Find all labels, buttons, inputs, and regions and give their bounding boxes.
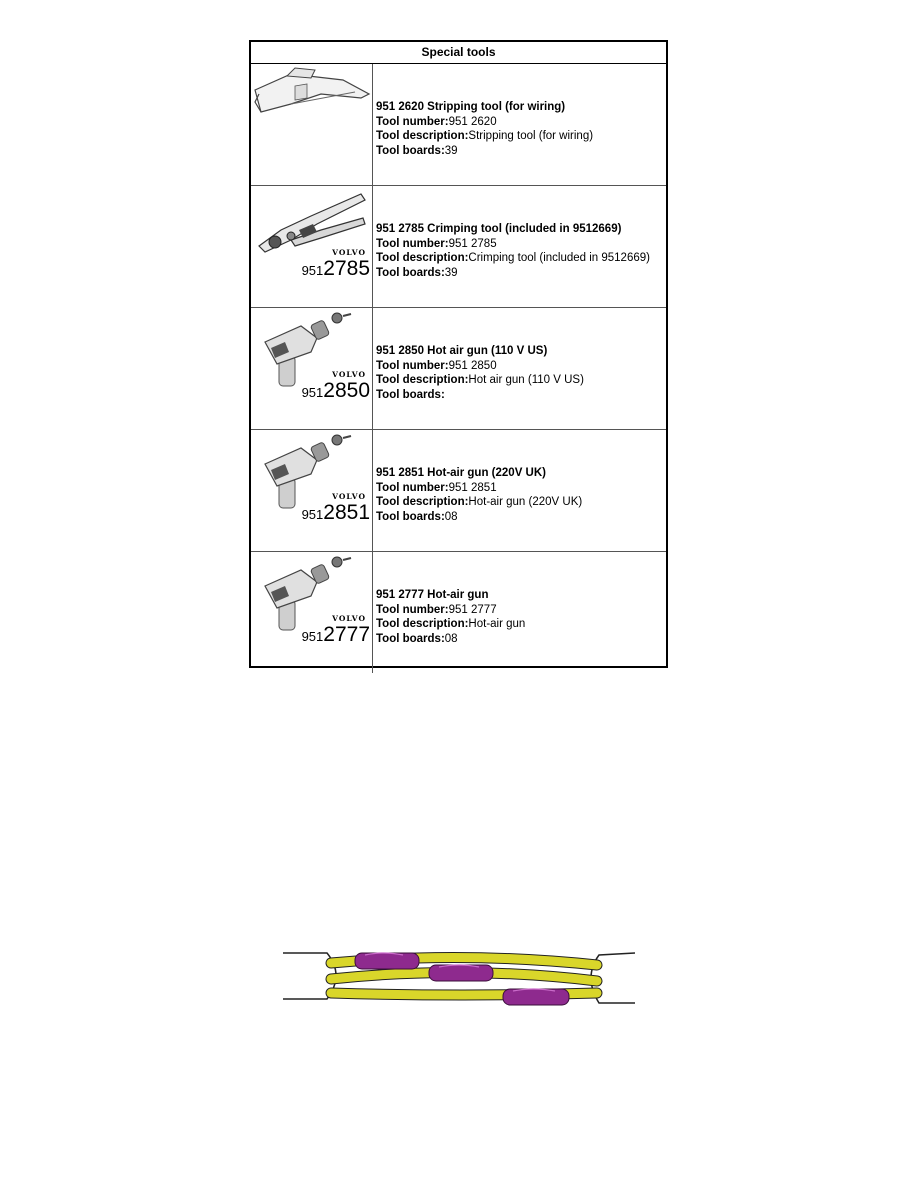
tool-boards-label: Tool boards: (376, 144, 445, 157)
tool-description-value: Hot-air gun (220V UK) (468, 496, 583, 509)
badge-brand: VOLVO (332, 614, 366, 623)
tool-image (251, 64, 373, 185)
badge-brand: VOLVO (332, 370, 366, 379)
volvo-badge (302, 370, 370, 403)
hot-air-gun-icon (251, 308, 373, 429)
tool-description-value: Stripping tool (for wiring) (468, 130, 594, 143)
hot-air-gun-icon (251, 552, 373, 673)
tool-boards-label: Tool boards: (376, 510, 445, 523)
volvo-badge (302, 492, 370, 525)
wire-splice-icon (283, 895, 635, 1075)
tool-image (251, 430, 373, 551)
badge-prefix: 951 (301, 263, 324, 278)
tool-image (251, 308, 373, 429)
tool-row-9512620 (251, 64, 666, 186)
badge-suffix: 2851 (323, 501, 370, 524)
tool-title: 951 2851 Hot-air gun (220V UK) (376, 467, 547, 479)
tool-description-label: Tool description: (376, 252, 469, 265)
tool-details (376, 344, 584, 402)
tool-details (376, 588, 525, 646)
tool-boards-label: Tool boards: (376, 388, 445, 401)
tool-description-value: Hot-air gun (468, 618, 526, 631)
tool-details (376, 466, 582, 524)
tool-description-value: Hot air gun (110 V US) (468, 374, 584, 387)
volvo-badge (302, 248, 370, 281)
crimping-tool-icon (251, 186, 373, 307)
badge-suffix: 2850 (323, 379, 370, 402)
badge-suffix: 2785 (323, 257, 370, 280)
badge-prefix: 951 (301, 507, 324, 522)
tool-image (251, 552, 373, 673)
tool-image (251, 186, 373, 307)
tool-description-label: Tool description: (376, 130, 469, 143)
tool-number-value: 951 2850 (448, 359, 497, 372)
tool-number-value: 951 2620 (448, 115, 497, 128)
tool-title: 951 2777 Hot-air gun (376, 589, 489, 601)
tool-description-label: Tool description: (376, 374, 469, 387)
badge-brand: VOLVO (332, 492, 366, 501)
tool-row-9512777 (251, 552, 666, 673)
tool-number-label: Tool number: (376, 603, 449, 616)
tool-description-value: Crimping tool (included in 9512669) (468, 252, 650, 265)
tool-boards-value: 39 (444, 266, 458, 279)
tool-details (376, 100, 593, 158)
tool-boards-value: 08 (444, 510, 458, 523)
tool-boards-label: Tool boards: (376, 266, 445, 279)
tool-row-9512850 (251, 308, 666, 430)
special-tools-table (249, 40, 668, 668)
tool-description-label: Tool description: (376, 496, 469, 509)
volvo-badge (302, 614, 370, 647)
table-header: Special tools (251, 42, 666, 64)
tool-number-value: 951 2777 (448, 603, 497, 616)
tool-row-9512785 (251, 186, 666, 308)
badge-suffix: 2777 (323, 623, 370, 646)
stripping-tool-icon (251, 64, 373, 185)
hot-air-gun-icon (251, 430, 373, 551)
tool-number-label: Tool number: (376, 481, 449, 494)
tool-number-label: Tool number: (376, 115, 449, 128)
tool-boards-value: 39 (444, 144, 458, 157)
tool-boards-label: Tool boards: (376, 632, 445, 645)
tool-row-9512851 (251, 430, 666, 552)
badge-prefix: 951 (301, 629, 324, 644)
badge-prefix: 951 (301, 385, 324, 400)
tool-title: 951 2850 Hot air gun (110 V US) (376, 345, 548, 357)
tool-number-label: Tool number: (376, 237, 449, 250)
tool-details (376, 222, 650, 280)
tool-number-value: 951 2851 (448, 481, 497, 494)
tool-boards-value: 08 (444, 632, 458, 645)
tool-title: 951 2620 Stripping tool (for wiring) (376, 101, 566, 113)
tool-number-value: 951 2785 (448, 237, 497, 250)
badge-brand: VOLVO (332, 248, 366, 257)
tool-description-label: Tool description: (376, 618, 469, 631)
tool-title: 951 2785 Crimping tool (included in 9512669) (376, 223, 622, 235)
tool-number-label: Tool number: (376, 359, 449, 372)
